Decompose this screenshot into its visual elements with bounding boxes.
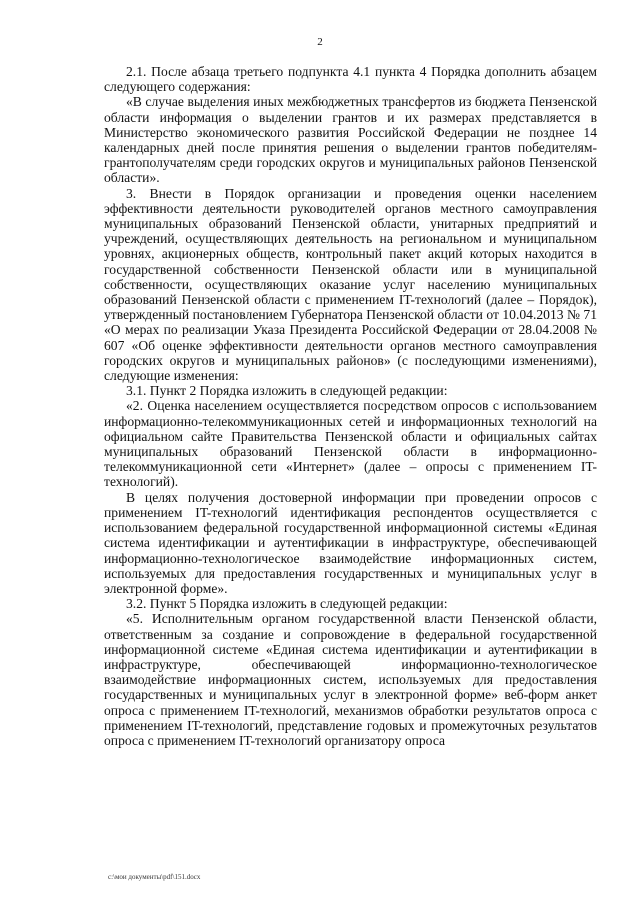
paragraph-quote-grants: «В случае выделения иных межбюджетных трансфертов из бюджета Пензенской области информация о выделении грантов и их размерах представляется в Министерство экономического развития Российской Федерации не позднее 14 календарных дней после принятия решения о выделении грантов победителям-грантополучателям среди городских округов и муниципальных районов Пензенской области». [104, 94, 597, 186]
paragraph-quote-item-2: «2. Оценка населением осуществляется посредством опросов с использованием информационно-телекоммуникационных сетей и информационных технологий на официальном сайте Правительства Пензенской области и официальных сайтах муниципальных образований Пензенской области в информационно-телекоммуникационной сети «Интернет» (далее – опросы с применением IT-технологий). [104, 398, 597, 490]
footer-file-path: c:\мои документы\pdf\151.docx [108, 873, 201, 881]
paragraph-2-1: 2.1. После абзаца третьего подпункта 4.1 пункта 4 Порядка дополнить абзацем следующего содержания: [104, 64, 597, 95]
page-number: 2 [317, 36, 323, 48]
paragraph-identification: В целях получения достоверной информации при проведении опросов с применением IT-технологий идентификация респондентов осуществляется с использованием федеральной государственной информационной системы «Единая система идентификации и аутентификации в инфраструктуре, обеспечивающей информационно-технологическое взаимодействие информационных систем, используемых для предоставления государственных и муниципальных услуг в электронной форме». [104, 489, 597, 596]
paragraph-3: 3. Внести в Порядок организации и проведения оценки населением эффективности деятельности руководителей органов местного самоуправления муниципальных образований Пензенской области, унитарных предприятий и учреждений, осуществляющих деятельность на региональном и муниципальном уровнях, акционерных обществ, контрольный пакет акций которых находится в государственной собственности Пензенской области или в муниципальной собственности, осуществляющих оказание услуг населению муниципальных образований Пензенской области с применением IT-технологий (далее – Порядок), утвержденный постановлением Губернатора Пензенской области от 10.04.2013 № 71 «О мерах по реализации Указа Президента Российской Федерации от 28.04.2008 № 607 «Об оценке эффективности деятельности органов местного самоуправления городских округов и муниципальных районов» (с последующими изменениями), следующие изменения: [104, 185, 597, 384]
paragraph-quote-item-5: «5. Исполнительным органом государственной власти Пензенской области, ответственным за создание и сопровождение в федеральной государственной информационной системе «Единая система идентификации и аутентификации в инфраструктуре, обеспечивающей информационно-технологическое взаимодействие информационных систем, используемых для предоставления государственных и муниципальных услуг в электронной форме» веб-форм анкет опроса с применением IT-технологий, механизмов обработки результатов опроса с применением IT-технологий, представление годовых и промежуточных результатов опроса с применением IT-технологий организатору опроса [104, 611, 597, 748]
paragraph-3-1: 3.1. Пункт 2 Порядка изложить в следующей редакции: [126, 383, 448, 399]
paragraph-3-2: 3.2. Пункт 5 Порядка изложить в следующей редакции: [126, 596, 448, 612]
document-body [104, 64, 597, 748]
